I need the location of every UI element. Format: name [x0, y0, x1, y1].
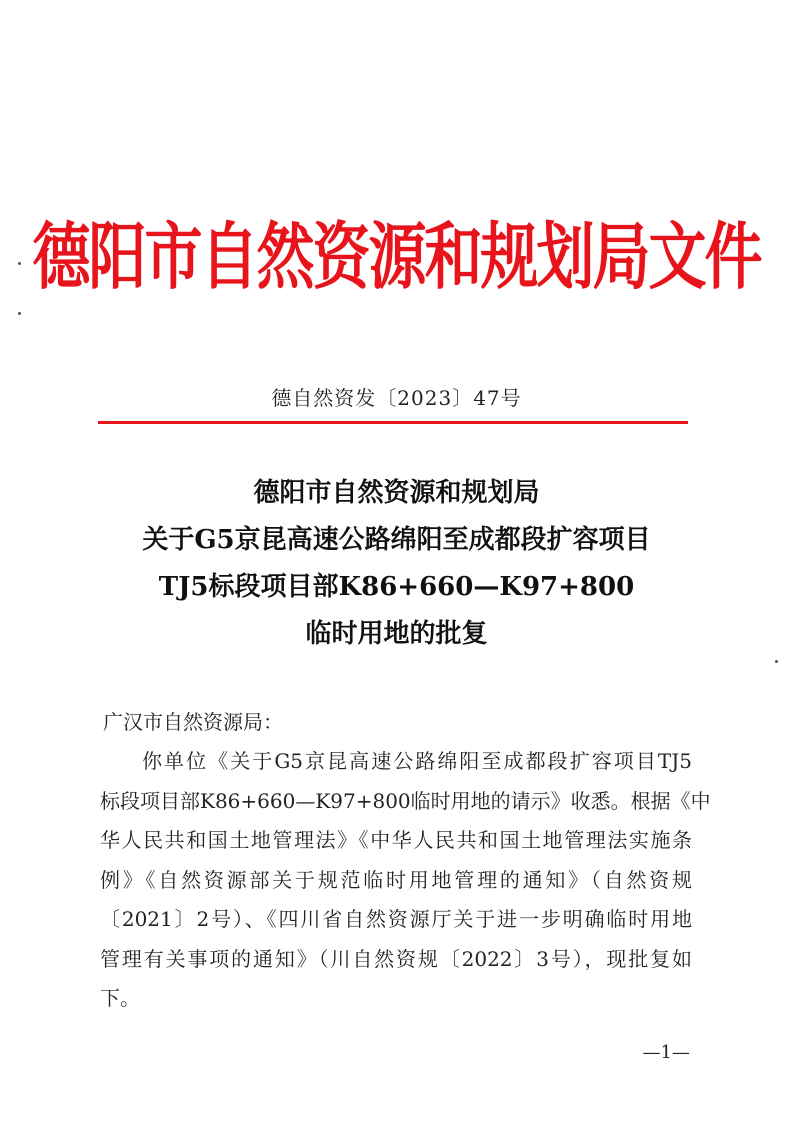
document-title [0, 470, 793, 658]
body-line-1: 你单位《关于G5京昆高速公路绵阳至成都段扩容项目TJ5 [142, 749, 692, 773]
title-line-4: 临时用地的批复 [305, 619, 488, 649]
scan-dot-mark [18, 312, 21, 315]
masthead-title: 德阳市自然资源和规划局文件 [32, 214, 761, 300]
document-number: 德自然资发〔2023〕47号 [271, 386, 522, 410]
addressee: 广汉市自然资源局： [103, 710, 283, 734]
body-line-6: 管理有关事项的通知》（川自然资规〔2022〕3号），现批复如 [100, 946, 692, 971]
body-line-3: 华人民共和国土地管理法》《中华人民共和国土地管理法实施条 [100, 828, 692, 852]
title-line-3: TJ5标段项目部K86+660—K97+800 [158, 572, 635, 602]
scan-dot-mark [775, 660, 778, 663]
body-paragraph [100, 742, 711, 1019]
scan-dot-mark [18, 262, 21, 265]
body-line-4: 例》《自然资源部关于规范临时用地管理的通知》（自然资规 [100, 867, 692, 892]
page-number: —1— [642, 1042, 690, 1063]
body-line-5: 〔2021〕2号）、《四川省自然资源厅关于进一步明确临时用地 [100, 907, 692, 931]
body-line-2: 标段项目部K86+660—K97+800临时用地的请示》收悉。根据《中 [100, 788, 711, 813]
red-divider-line [98, 421, 688, 424]
title-line-2: 关于G5京昆高速公路绵阳至成都段扩容项目 [142, 525, 651, 555]
body-line-7: 下。 [100, 986, 140, 1010]
title-line-1: 德阳市自然资源和规划局 [253, 478, 540, 508]
